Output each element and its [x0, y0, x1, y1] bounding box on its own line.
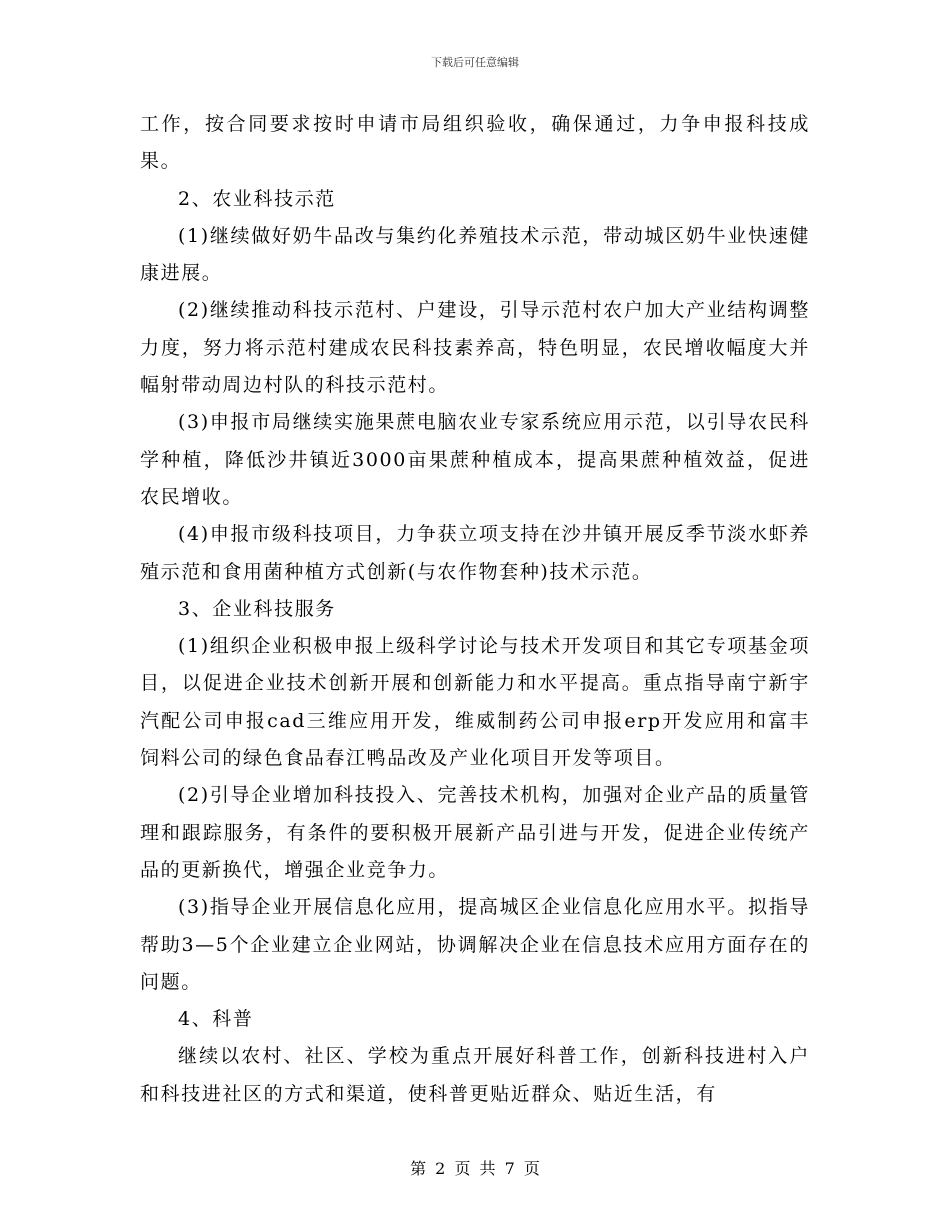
section-heading: 4、科普 [178, 1008, 254, 1031]
paragraph: (4)申报市级科技项目，力争获立项支持在沙井镇开展反季节淡水虾养殖示范和食用菌种植方式创新(与农作物套种)技术示范。 [140, 523, 810, 583]
page-number-footer: 第 2 页 共 7 页 [410, 1159, 540, 1178]
paragraph: (1)继续做好奶牛品改与集约化养殖技术示范，带动城区奶牛业快速健康进展。 [140, 224, 810, 285]
section-heading: 3、企业科技服务 [178, 597, 336, 620]
paragraph: (2)继续推动科技示范村、户建设，引导示范村农户加大产业结构调整力度，努力将示范村建成农民科技素养高，特色明显，农民增收幅度大并幅射带动周边村队的科技示范村。 [140, 299, 810, 397]
document-body [140, 106, 810, 1113]
paragraph: 工作，按合同要求按时申请市局组织验收，确保通过，力争申报科技成果。 [140, 113, 810, 173]
paragraph: (3)申报市局继续实施果蔗电脑农业专家系统应用示范，以引导农民科学种植，降低沙井镇近3000亩果蔗种植成本，提高果蔗种植效益，促进农民增收。 [140, 411, 810, 508]
paragraph: (1)组织企业积极申报上级科学讨论与技术开发项目和其它专项基金项目，以促进企业技术创新开展和创新能力和水平提高。重点指导南宁新宇汽配公司申报cad三维应用开发，维威制药公司申报erp开发应用和富丰饲料公司的绿色食品春江鸭品改及产业化项目开发等项目。 [140, 635, 810, 770]
page-header-note: 下载后可任意编辑 [431, 56, 519, 69]
paragraph: 继续以农村、社区、学校为重点开展好科普工作，创新科技进村入户和科技进社区的方式和渠道，使科普更贴近群众、贴近生活，有 [140, 1045, 810, 1105]
paragraph: (2)引导企业增加科技投入、完善技术机构，加强对企业产品的质量管理和跟踪服务，有条件的要积极开展新产品引进与开发，促进企业传统产品的更新换代，增强企业竞争力。 [140, 784, 810, 881]
paragraph: (3)指导企业开展信息化应用，提高城区企业信息化应用水平。拟指导帮助3—5个企业建立企业网站，协调解决企业在信息技术应用方面存在的问题。 [140, 896, 810, 993]
section-heading: 2、农业科技示范 [178, 187, 336, 210]
